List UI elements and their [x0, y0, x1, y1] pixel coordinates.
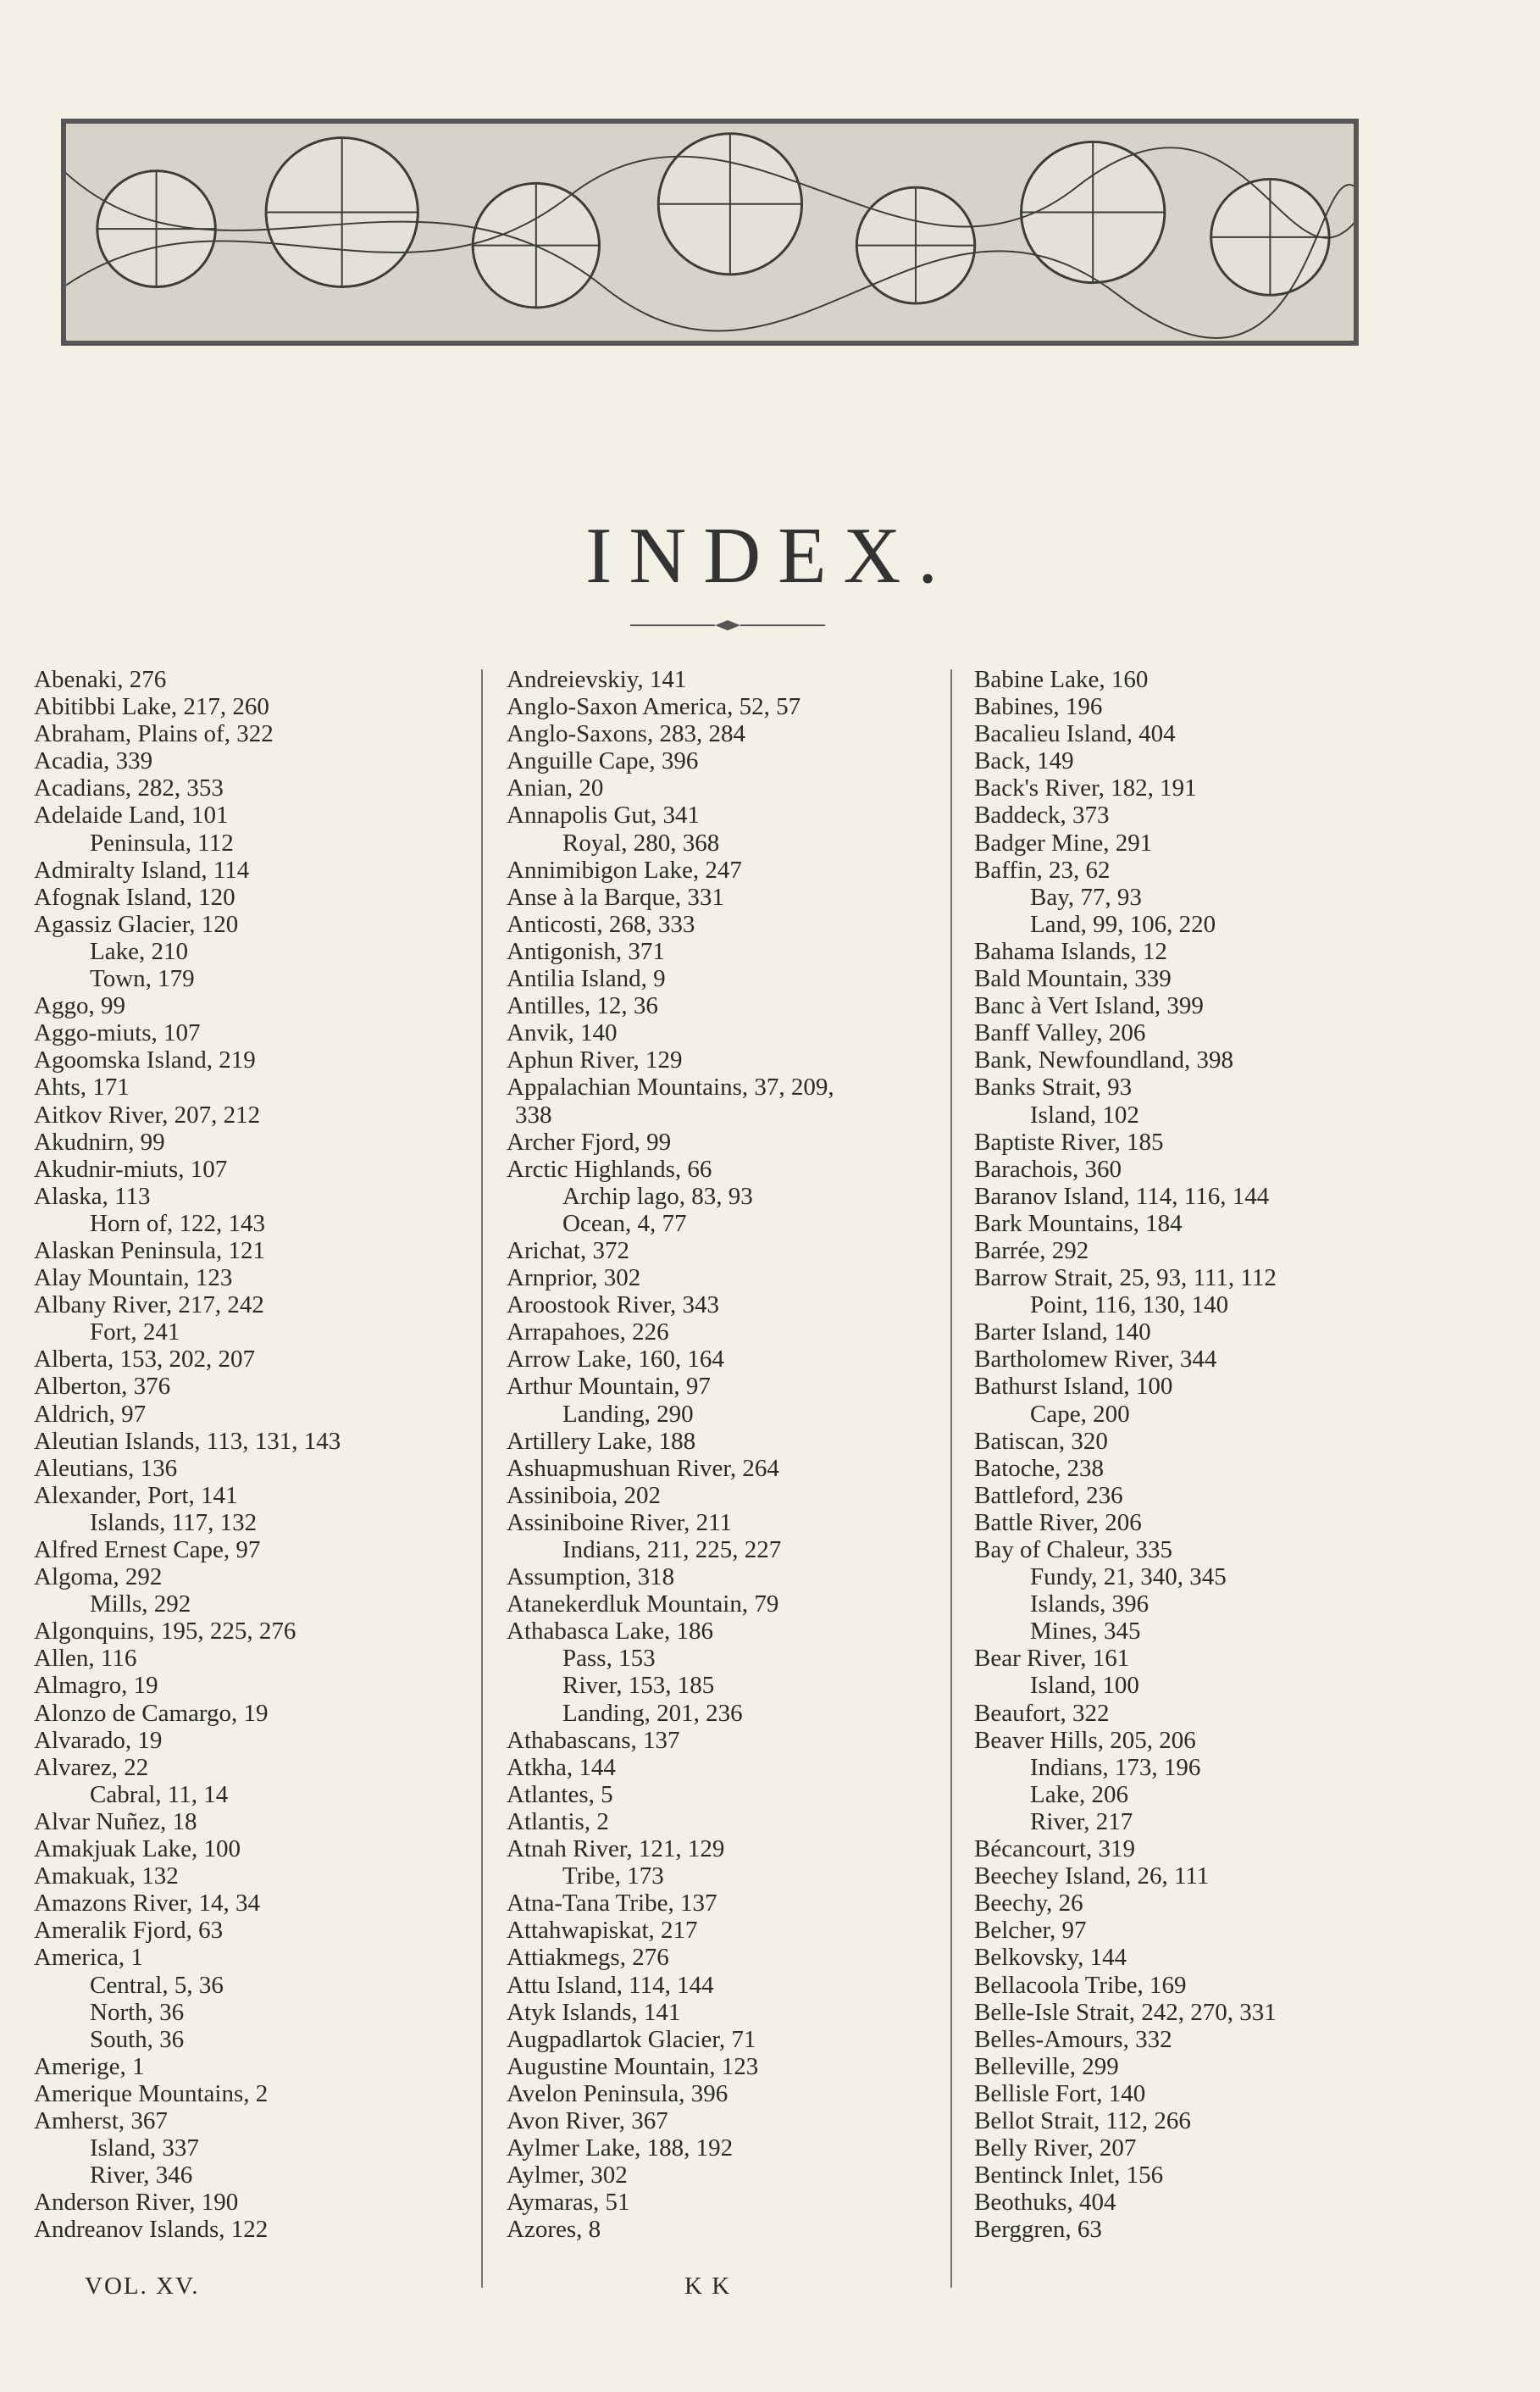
index-entry: Banff Valley, 206 — [974, 1019, 1146, 1047]
index-entry: Anvik, 140 — [507, 1019, 618, 1047]
index-entry: Akudnirn, 99 — [34, 1128, 165, 1156]
index-entry: Aleutian Islands, 113, 131, 143 — [34, 1427, 341, 1455]
index-entry: Abenaki, 276 — [34, 666, 167, 693]
index-entry: Acadia, 339 — [34, 747, 153, 775]
index-entry: Amerige, 1 — [34, 2052, 145, 2080]
index-entry: Belles-Amours, 332 — [974, 2025, 1172, 2053]
index-entry: Arctic Highlands, 66 — [507, 1155, 712, 1183]
index-entry: Barrow Strait, 25, 93, 111, 112 — [974, 1264, 1277, 1292]
index-entry: America, 1 — [34, 1944, 143, 1972]
index-subentry: Fundy, 21, 340, 345 — [1030, 1563, 1227, 1591]
index-subentry: Central, 5, 36 — [90, 1971, 224, 1999]
index-entry: Alvarez, 22 — [34, 1753, 149, 1781]
index-entry: Aggo-miuts, 107 — [34, 1019, 201, 1047]
index-entry: Augpadlartok Glacier, 71 — [507, 2025, 756, 2053]
index-entry: Aggo, 99 — [34, 992, 125, 1020]
index-subentry: Island, 100 — [1030, 1672, 1139, 1700]
index-entry: Baddeck, 373 — [974, 802, 1110, 830]
index-entry: Algonquins, 195, 225, 276 — [34, 1618, 296, 1646]
index-entry: Belly River, 207 — [974, 2134, 1137, 2162]
index-subentry: River, 346 — [90, 2162, 193, 2189]
index-entry: Anglo-Saxon America, 52, 57 — [507, 693, 801, 721]
index-subentry: Town, 179 — [90, 965, 195, 993]
floral-engraving-icon — [64, 121, 1356, 343]
index-entry: Bay of Chaleur, 335 — [974, 1536, 1173, 1563]
index-entry: Battleford, 236 — [974, 1481, 1123, 1509]
index-column-2 — [507, 666, 834, 2243]
index-entry: Andreanov Islands, 122 — [34, 2216, 269, 2244]
index-subentry: Lake, 210 — [90, 937, 188, 965]
index-entry: Antigonish, 371 — [507, 937, 665, 965]
index-entry: Bathurst Island, 100 — [974, 1373, 1173, 1401]
index-entry: Bacalieu Island, 404 — [974, 720, 1176, 748]
index-entry: Bark Mountains, 184 — [974, 1209, 1183, 1237]
index-entry: Acadians, 282, 353 — [34, 774, 224, 802]
index-entry: Aylmer, 302 — [507, 2162, 628, 2189]
index-entry: Alvar Nuñez, 18 — [34, 1807, 197, 1835]
index-subentry: Royal, 280, 368 — [562, 829, 720, 857]
index-entry: Allen, 116 — [34, 1645, 137, 1673]
index-entry: Artillery Lake, 188 — [507, 1427, 696, 1455]
index-entry: Beaufort, 322 — [974, 1699, 1110, 1727]
index-entry: Ashuapmushuan River, 264 — [507, 1454, 779, 1482]
index-entry: Attiakmegs, 276 — [507, 1944, 669, 1972]
index-subentry: Islands, 396 — [1030, 1590, 1149, 1618]
index-subentry: Ocean, 4, 77 — [562, 1209, 687, 1237]
index-column-3 — [974, 666, 1277, 2243]
index-subentry: Tribe, 173 — [562, 1862, 664, 1890]
index-entry: Baffin, 23, 62 — [974, 856, 1111, 884]
index-entry: Alaskan Peninsula, 121 — [34, 1236, 266, 1264]
index-entry: Berggren, 63 — [974, 2216, 1102, 2244]
index-entry: Atyk Islands, 141 — [507, 1998, 681, 2026]
index-entry: Archer Fjord, 99 — [507, 1128, 672, 1156]
index-entry: Alvarado, 19 — [34, 1726, 163, 1754]
index-entry: Appalachian Mountains, 37, 209, — [507, 1074, 834, 1102]
column-divider — [481, 669, 483, 2288]
index-entry: Atlantis, 2 — [507, 1807, 609, 1835]
index-entry: Alberton, 376 — [34, 1373, 171, 1401]
index-entry: Atna-Tana Tribe, 137 — [507, 1890, 717, 1917]
index-subentry: Island, 102 — [1030, 1101, 1139, 1129]
index-entry: Aylmer Lake, 188, 192 — [507, 2134, 734, 2162]
index-entry: Bellacoola Tribe, 169 — [974, 1971, 1187, 1999]
index-entry: Baranov Island, 114, 116, 144 — [974, 1182, 1270, 1210]
index-subentry: River, 153, 185 — [562, 1672, 715, 1700]
volume-label: VOL. XV. — [85, 2273, 200, 2300]
index-entry: Andreievskiy, 141 — [507, 666, 687, 693]
index-entry: Beechey Island, 26, 111 — [974, 1862, 1210, 1890]
index-subentry: Horn of, 122, 143 — [90, 1209, 266, 1237]
index-entry: Afognak Island, 120 — [34, 883, 235, 911]
index-subentry: Peninsula, 112 — [90, 829, 234, 857]
index-entry: Barrée, 292 — [974, 1236, 1089, 1264]
index-entry: Back, 149 — [974, 747, 1074, 775]
index-entry: Atlantes, 5 — [507, 1780, 613, 1808]
index-entry: Agassiz Glacier, 120 — [34, 910, 239, 938]
index-subentry: Bay, 77, 93 — [1030, 883, 1142, 911]
index-subentry: Landing, 290 — [562, 1400, 694, 1428]
index-entry: Algoma, 292 — [34, 1563, 163, 1591]
index-entry: Banks Strait, 93 — [974, 1074, 1133, 1102]
index-entry: Aroostook River, 343 — [507, 1291, 719, 1319]
index-subentry: Cape, 200 — [1030, 1400, 1130, 1428]
index-entry: Attu Island, 114, 144 — [507, 1971, 714, 1999]
index-subentry: Island, 337 — [90, 2134, 199, 2162]
index-entry: Augustine Mountain, 123 — [507, 2052, 759, 2080]
index-entry: Antilia Island, 9 — [507, 965, 666, 993]
index-entry: Anse à la Barque, 331 — [507, 883, 724, 911]
index-entry: Batoche, 238 — [974, 1454, 1105, 1482]
index-entry: Aphun River, 129 — [507, 1046, 683, 1074]
index-subentry: South, 36 — [90, 2025, 185, 2053]
index-entry: Bahama Islands, 12 — [974, 937, 1167, 965]
index-entry: Ahts, 171 — [34, 1074, 130, 1102]
index-subentry: Pass, 153 — [562, 1645, 656, 1673]
index-entry: Bald Mountain, 339 — [974, 965, 1172, 993]
index-entry: Athabasca Lake, 186 — [507, 1618, 713, 1646]
index-entry: Anderson River, 190 — [34, 2189, 239, 2217]
index-entry: Alfred Ernest Cape, 97 — [34, 1536, 261, 1563]
index-subentry: Point, 116, 130, 140 — [1030, 1291, 1229, 1319]
index-entry: Assiniboine River, 211 — [507, 1508, 732, 1536]
index-entry: Amazons River, 14, 34 — [34, 1890, 261, 1917]
index-subentry: Mines, 345 — [1030, 1618, 1141, 1646]
index-entry: Azores, 8 — [507, 2216, 601, 2244]
index-entry: Belleville, 299 — [974, 2052, 1119, 2080]
page-title: INDEX. — [585, 512, 955, 600]
index-entry: Belle-Isle Strait, 242, 270, 331 — [974, 1998, 1277, 2026]
index-entry: Beothuks, 404 — [974, 2189, 1116, 2217]
index-entry: Arichat, 372 — [507, 1236, 629, 1264]
index-entry: Atnah River, 121, 129 — [507, 1835, 725, 1863]
index-entry: Bellot Strait, 112, 266 — [974, 2106, 1191, 2134]
index-subentry: Archip lago, 83, 93 — [562, 1182, 753, 1210]
index-entry: Baptiste River, 185 — [974, 1128, 1164, 1156]
index-entry: Amerique Mountains, 2 — [34, 2079, 269, 2107]
index-entry: Amakjuak Lake, 100 — [34, 1835, 241, 1863]
index-subentry: Islands, 117, 132 — [90, 1508, 258, 1536]
index-entry: Athabascans, 137 — [507, 1726, 680, 1754]
index-subentry: Cabral, 11, 14 — [90, 1780, 229, 1808]
index-subentry: Mills, 292 — [90, 1590, 191, 1618]
index-entry: Avelon Peninsula, 396 — [507, 2079, 728, 2107]
column-divider — [950, 669, 952, 2288]
index-subentry: Indians, 211, 225, 227 — [562, 1536, 782, 1563]
signature-mark: K K — [684, 2273, 732, 2300]
index-entry: Annimibigon Lake, 247 — [507, 856, 742, 884]
index-subentry: Landing, 201, 236 — [562, 1699, 743, 1727]
index-entry: Babine Lake, 160 — [974, 666, 1149, 693]
index-entry: Back's River, 182, 191 — [974, 774, 1197, 802]
index-entry: Amakuak, 132 — [34, 1862, 179, 1890]
index-entry: Bear River, 161 — [974, 1645, 1130, 1673]
index-entry: Albany River, 217, 242 — [34, 1291, 264, 1319]
index-entry: Alonzo de Camargo, 19 — [34, 1699, 269, 1727]
index-subentry: Land, 99, 106, 220 — [1030, 910, 1216, 938]
index-entry: Aldrich, 97 — [34, 1400, 147, 1428]
index-entry: Avon River, 367 — [507, 2106, 668, 2134]
index-entry: Amherst, 367 — [34, 2106, 168, 2134]
index-entry: Aymaras, 51 — [507, 2189, 630, 2217]
index-entry: Atanekerdluk Mountain, 79 — [507, 1590, 779, 1618]
ornamental-divider-icon — [630, 619, 825, 632]
index-entry: Alaska, 113 — [34, 1182, 151, 1210]
index-entry: Attahwapiskat, 217 — [507, 1917, 698, 1945]
index-entry: Anguille Cape, 396 — [507, 747, 699, 775]
index-entry: Belcher, 97 — [974, 1917, 1087, 1945]
index-entry: Assiniboia, 202 — [507, 1481, 662, 1509]
index-entry: Batiscan, 320 — [974, 1427, 1108, 1455]
index-entry: Abitibbi Lake, 217, 260 — [34, 693, 269, 721]
index-entry: Abraham, Plains of, 322 — [34, 720, 274, 748]
index-entry: Alay Mountain, 123 — [34, 1264, 233, 1292]
index-entry: Arrapahoes, 226 — [507, 1318, 669, 1346]
index-subentry: Indians, 173, 196 — [1030, 1753, 1201, 1781]
index-entry: Atkha, 144 — [507, 1753, 616, 1781]
index-entry: Antilles, 12, 36 — [507, 992, 658, 1020]
index-entry: Bartholomew River, 344 — [974, 1346, 1217, 1374]
index-entry: Beechy, 26 — [974, 1890, 1083, 1917]
index-entry: Aleutians, 136 — [34, 1454, 178, 1482]
index-entry: Banc à Vert Island, 399 — [974, 992, 1204, 1020]
index-entry: Agoomska Island, 219 — [34, 1046, 256, 1074]
index-entry: Babines, 196 — [974, 693, 1103, 721]
index-entry: Bellisle Fort, 140 — [974, 2079, 1146, 2107]
index-column-1 — [34, 666, 341, 2243]
decorative-floral-banner — [61, 119, 1359, 346]
index-entry: Anian, 20 — [507, 774, 604, 802]
index-entry: Belkovsky, 144 — [974, 1944, 1127, 1972]
index-entry: Alexander, Port, 141 — [34, 1481, 238, 1509]
index-entry: Almagro, 19 — [34, 1672, 158, 1700]
index-entry: Bank, Newfoundland, 398 — [974, 1046, 1234, 1074]
index-entry: Annapolis Gut, 341 — [507, 802, 700, 830]
index-entry: Battle River, 206 — [974, 1508, 1142, 1536]
index-entry: Aitkov River, 207, 212 — [34, 1101, 261, 1129]
index-entry: Arthur Mountain, 97 — [507, 1373, 711, 1401]
index-subentry: River, 217 — [1030, 1807, 1133, 1835]
index-entry: Badger Mine, 291 — [974, 829, 1153, 857]
index-entry: 338 — [515, 1101, 552, 1129]
index-entry: Alberta, 153, 202, 207 — [34, 1346, 255, 1374]
index-entry: Ameralik Fjord, 63 — [34, 1917, 224, 1945]
index-entry: Admiralty Island, 114 — [34, 856, 250, 884]
index-subentry: Fort, 241 — [90, 1318, 180, 1346]
index-entry: Adelaide Land, 101 — [34, 802, 229, 830]
index-entry: Anglo-Saxons, 283, 284 — [507, 720, 745, 748]
index-entry: Barter Island, 140 — [974, 1318, 1151, 1346]
index-entry: Anticosti, 268, 333 — [507, 910, 695, 938]
index-entry: Akudnir-miuts, 107 — [34, 1155, 228, 1183]
index-entry: Bentinck Inlet, 156 — [974, 2162, 1164, 2189]
index-entry: Assumption, 318 — [507, 1563, 675, 1591]
index-entry: Arnprior, 302 — [507, 1264, 641, 1292]
index-entry: Arrow Lake, 160, 164 — [507, 1346, 724, 1374]
index-subentry: Lake, 206 — [1030, 1780, 1128, 1808]
index-subentry: North, 36 — [90, 1998, 185, 2026]
index-entry: Barachois, 360 — [974, 1155, 1122, 1183]
index-entry: Bécancourt, 319 — [974, 1835, 1136, 1863]
index-entry: Beaver Hills, 205, 206 — [974, 1726, 1196, 1754]
